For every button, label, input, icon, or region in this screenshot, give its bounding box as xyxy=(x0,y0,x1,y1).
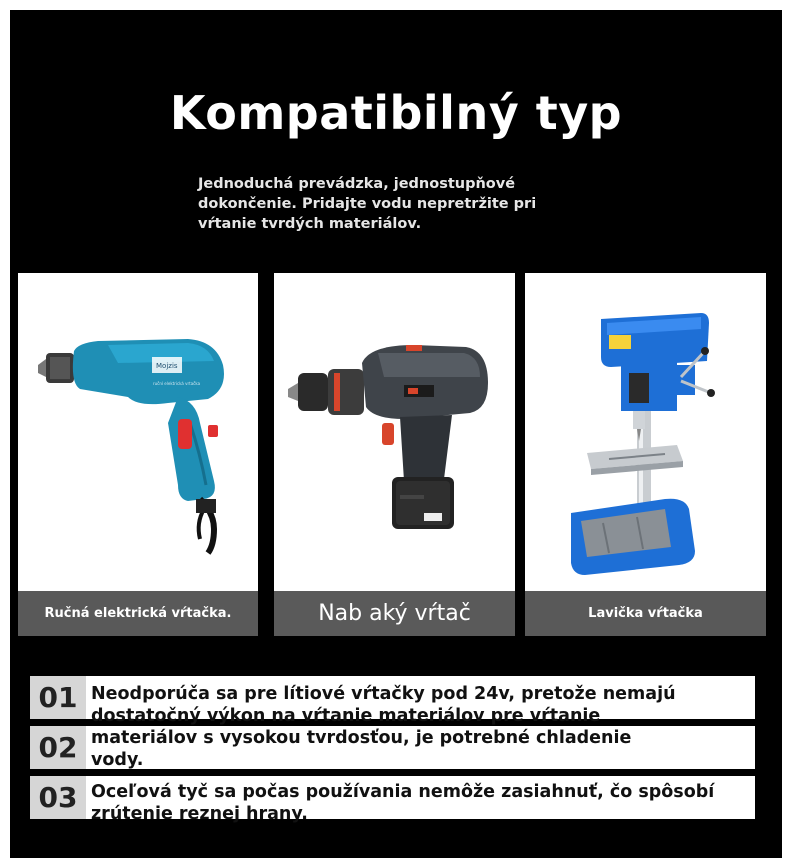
note-line: Oceľová tyč sa počas používania nemôže zasiahnuť, čo spôsobí xyxy=(91,782,715,802)
promo-canvas xyxy=(10,10,782,858)
note-line: dostatočný výkon na vŕtanie materiálov pre vŕtanie xyxy=(91,706,601,726)
subtitle-line: dokončenie. Pridajte vodu nepretržite pri xyxy=(198,196,537,212)
note-line: Neodporúča sa pre lítiové vŕtačky pod 24v, pretože nemajú xyxy=(91,684,676,704)
note-text-3 xyxy=(91,781,741,825)
notes-list xyxy=(30,676,755,836)
hand-drill-icon xyxy=(18,273,258,591)
page-title: Kompatibilný typ xyxy=(169,86,623,140)
card-label: Ručná elektrická vŕtačka. xyxy=(18,591,258,636)
note-text-1 xyxy=(91,683,741,771)
note-number: 03 xyxy=(30,776,86,819)
card-label: Lavička vŕtačka xyxy=(525,591,766,636)
cordless-drill-icon xyxy=(274,273,515,591)
note-line: materiálov s vysokou tvrdosťou, je potrebné chladenie xyxy=(91,728,632,748)
brand-subtext: ruční elektrická vrtačka xyxy=(153,381,201,386)
bench-drill-image xyxy=(525,273,766,591)
note-line: vody. xyxy=(91,750,144,770)
product-card-bench-drill xyxy=(525,273,766,636)
note-number: 02 xyxy=(30,726,86,769)
note-line: zrútenie reznej hrany. xyxy=(91,804,308,824)
brand-text: Mojzis xyxy=(156,362,178,370)
hand-drill-image xyxy=(18,273,258,591)
note-number: 01 xyxy=(30,676,86,719)
drill-press-icon xyxy=(525,273,766,591)
product-card-cordless-drill xyxy=(274,273,515,636)
subtitle xyxy=(198,174,578,234)
subtitle-line: Jednoduchá prevádzka, jednostupňové xyxy=(198,176,516,192)
card-label: Nab aký vŕtač xyxy=(274,591,515,636)
product-card-hand-drill xyxy=(18,273,258,636)
cordless-drill-image xyxy=(274,273,515,591)
subtitle-line: vŕtanie tvrdých materiálov. xyxy=(198,216,422,232)
